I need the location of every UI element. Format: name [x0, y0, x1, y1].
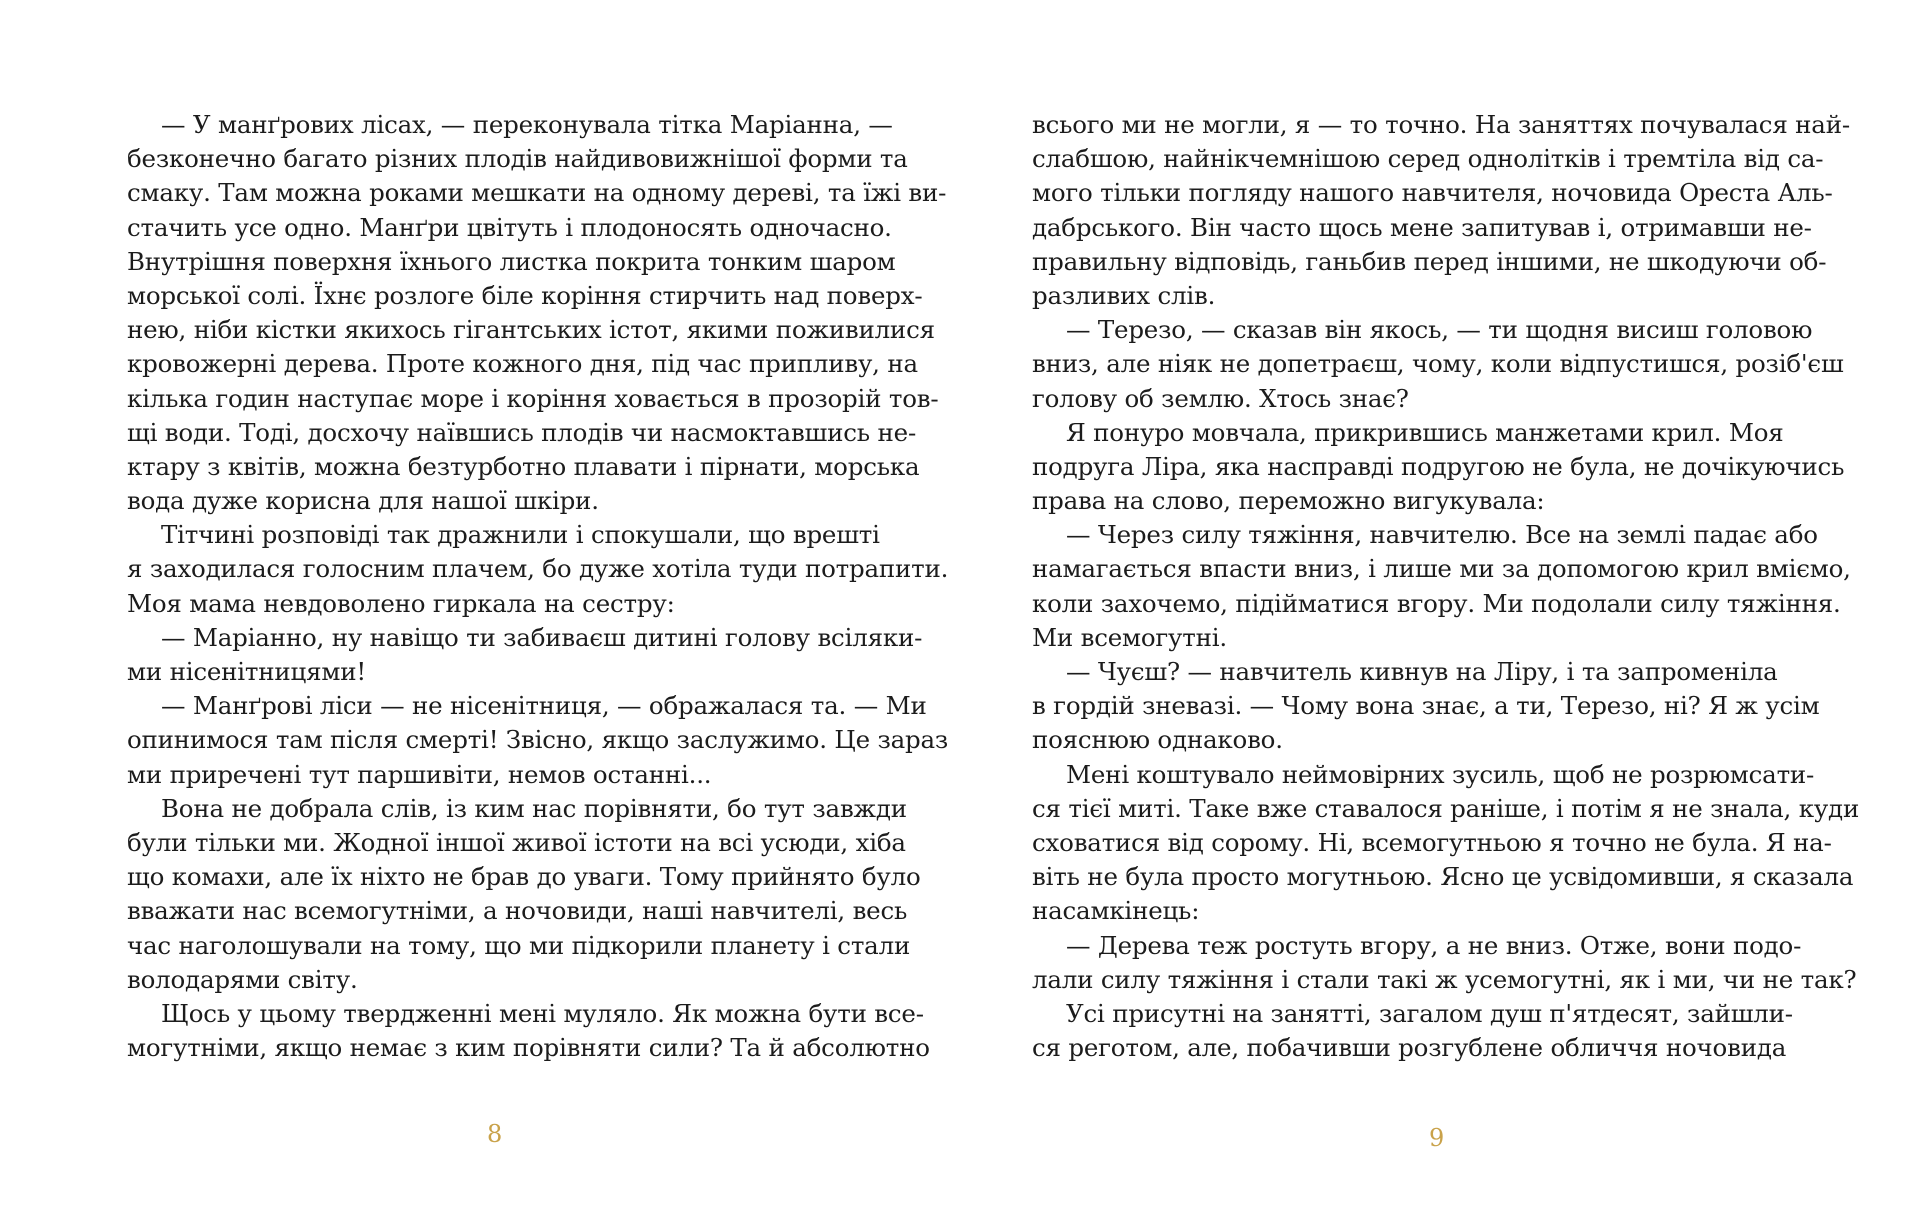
- text-line: мого тільки погляду нашого навчителя, ночовида Ореста Аль-: [1032, 178, 1833, 208]
- text-line: Внутрішня поверхня їхнього листка покрита тонким шаром: [127, 246, 896, 276]
- right-page-text: [1032, 108, 1860, 1065]
- text-line: стачить усе одно. Манґри цвітуть і плодоносять одночасно.: [127, 212, 892, 242]
- text-line: пояснюю однаково.: [1032, 725, 1283, 755]
- text-line: — У манґрових лісах, — переконувала тітка Маріанна, —: [161, 110, 893, 139]
- text-line: коли захочемо, підійматися вгору. Ми подолали силу тяжіння.: [1032, 588, 1841, 618]
- text-line: ми нісенітницями!: [127, 657, 366, 686]
- text-line: ктару з квітів, можна безтурботно плавати і пірнати, морська: [127, 451, 920, 481]
- text-line: Усі присутні на занятті, загалом душ п'ятдесят, зайшли-: [1066, 998, 1793, 1028]
- text-line: слабшою, найнікчемнішою серед однолітків і тремтіла від са-: [1032, 144, 1824, 174]
- text-line: опинимося там після смерті! Звісно, якщо заслужимо. Це зараз: [127, 725, 949, 755]
- text-line: лали силу тяжіння і стали такі ж усемогутні, як і ми, чи не так?: [1032, 964, 1857, 994]
- left-page-text: [127, 108, 949, 1065]
- text-line: сховатися від сорому. Ні, всемогутньою я точно не була. Я на-: [1032, 827, 1832, 857]
- text-line: я заходилася голосним плачем, бо дуже хотіла туди потрапити.: [127, 554, 949, 584]
- text-line: намагається впасти вниз, і лише ми за допомогою крил вміємо,: [1032, 554, 1851, 584]
- text-line: кровожерні дерева. Проте кожного дня, під час припливу, на: [127, 349, 918, 379]
- text-line: володарями світу.: [127, 964, 358, 994]
- text-line: Щось у цьому твердженні мені муляло. Як можна бути все-: [161, 998, 924, 1028]
- text-line: вважати нас всемогутніми, а ночовиди, наші навчителі, весь: [127, 896, 908, 926]
- text-line: час наголошували на тому, що ми підкорили планету і стали: [127, 930, 911, 960]
- text-line: нею, ніби кістки якихось гігантських істот, якими поживилися: [127, 315, 935, 345]
- text-line: кілька годин наступає море і коріння ховається в прозорій тов-: [127, 383, 939, 413]
- text-line: права на слово, переможно вигукувала:: [1032, 486, 1545, 516]
- text-line: правильну відповідь, ганьбив перед іншими, не шкодуючи об-: [1032, 246, 1827, 276]
- text-line: Тітчині розповіді так дражнили і спокушали, що врешті: [161, 520, 880, 550]
- text-line: — Маріанно, ну навіщо ти забиваєш дитині голову всіляки-: [161, 622, 923, 652]
- text-line: насамкінець:: [1032, 896, 1200, 926]
- right-page: [960, 0, 1920, 1214]
- text-line: Я понуро мовчала, прикрившись манжетами крил. Моя: [1066, 417, 1784, 447]
- page-number-right: 9: [1429, 1124, 1445, 1152]
- text-line: смаку. Там можна роками мешкати на одному дереві, та їжі ви-: [127, 178, 947, 208]
- text-line: ся тієї миті. Таке вже ставалося раніше, і потім я не знала, куди: [1032, 793, 1860, 823]
- text-line: голову об землю. Хтось знає?: [1032, 383, 1409, 413]
- text-line: всього ми не могли, я — то точно. На заняттях почувалася най-: [1032, 110, 1850, 139]
- text-line: разливих слів.: [1032, 280, 1216, 310]
- page-number-left: 8: [487, 1120, 503, 1148]
- text-line: в гордій зневазі. — Чому вона знає, а ти, Терезо, ні? Я ж усім: [1032, 691, 1820, 721]
- text-line: — Через силу тяжіння, навчителю. Все на землі падає або: [1066, 520, 1818, 550]
- text-line: — Манґрові ліси — не нісенітниця, — ображалася та. — Ми: [161, 691, 927, 721]
- text-line: Моя мама невдоволено гиркала на сестру:: [127, 588, 675, 618]
- text-line: дабрського. Він часто щось мене запитував і, отримавши не-: [1032, 212, 1812, 242]
- text-line: віть не була просто могутньою. Ясно це усвідомивши, я сказала: [1032, 862, 1854, 892]
- text-line: морської солі. Їхнє розлоге біле коріння стирчить над поверх-: [127, 280, 923, 310]
- text-line: Ми всемогутні.: [1032, 622, 1227, 652]
- text-line: були тільки ми. Жодної іншої живої істоти на всі усюди, хіба: [127, 827, 906, 857]
- text-line: вниз, але ніяк не допетраєш, чому, коли відпустишся, розіб'єш: [1032, 349, 1844, 379]
- text-line: безконечно багато різних плодів найдивовижнішої форми та: [127, 144, 908, 174]
- text-line: ми приречені тут паршивіти, немов останні...: [127, 759, 712, 789]
- text-line: — Терезо, — сказав він якось, — ти щодня висиш головою: [1066, 315, 1813, 345]
- text-line: що комахи, але їх ніхто не брав до уваги. Тому прийнято було: [127, 862, 921, 892]
- text-line: могутніми, якщо немає з ким порівняти сили? Та й абсолютно: [127, 1033, 930, 1063]
- text-line: — Чуєш? — навчитель кивнув на Ліру, і та запроменіла: [1066, 657, 1778, 686]
- text-line: ся реготом, але, побачивши розгублене обличчя ночовида: [1032, 1033, 1787, 1063]
- text-line: Вона не добрала слів, із ким нас порівняти, бо тут завжди: [161, 793, 907, 823]
- text-line: Мені коштувало неймовірних зусиль, щоб не розрюмсати-: [1066, 759, 1815, 789]
- text-line: щі води. Тоді, досхочу наївшись плодів чи насмоктавшись не-: [127, 417, 917, 447]
- text-line: вода дуже корисна для нашої шкіри.: [127, 486, 599, 516]
- text-line: — Дерева теж ростуть вгору, а не вниз. Отже, вони подо-: [1066, 930, 1802, 960]
- text-line: подруга Ліра, яка насправді подругою не була, не дочікуючись: [1032, 451, 1845, 481]
